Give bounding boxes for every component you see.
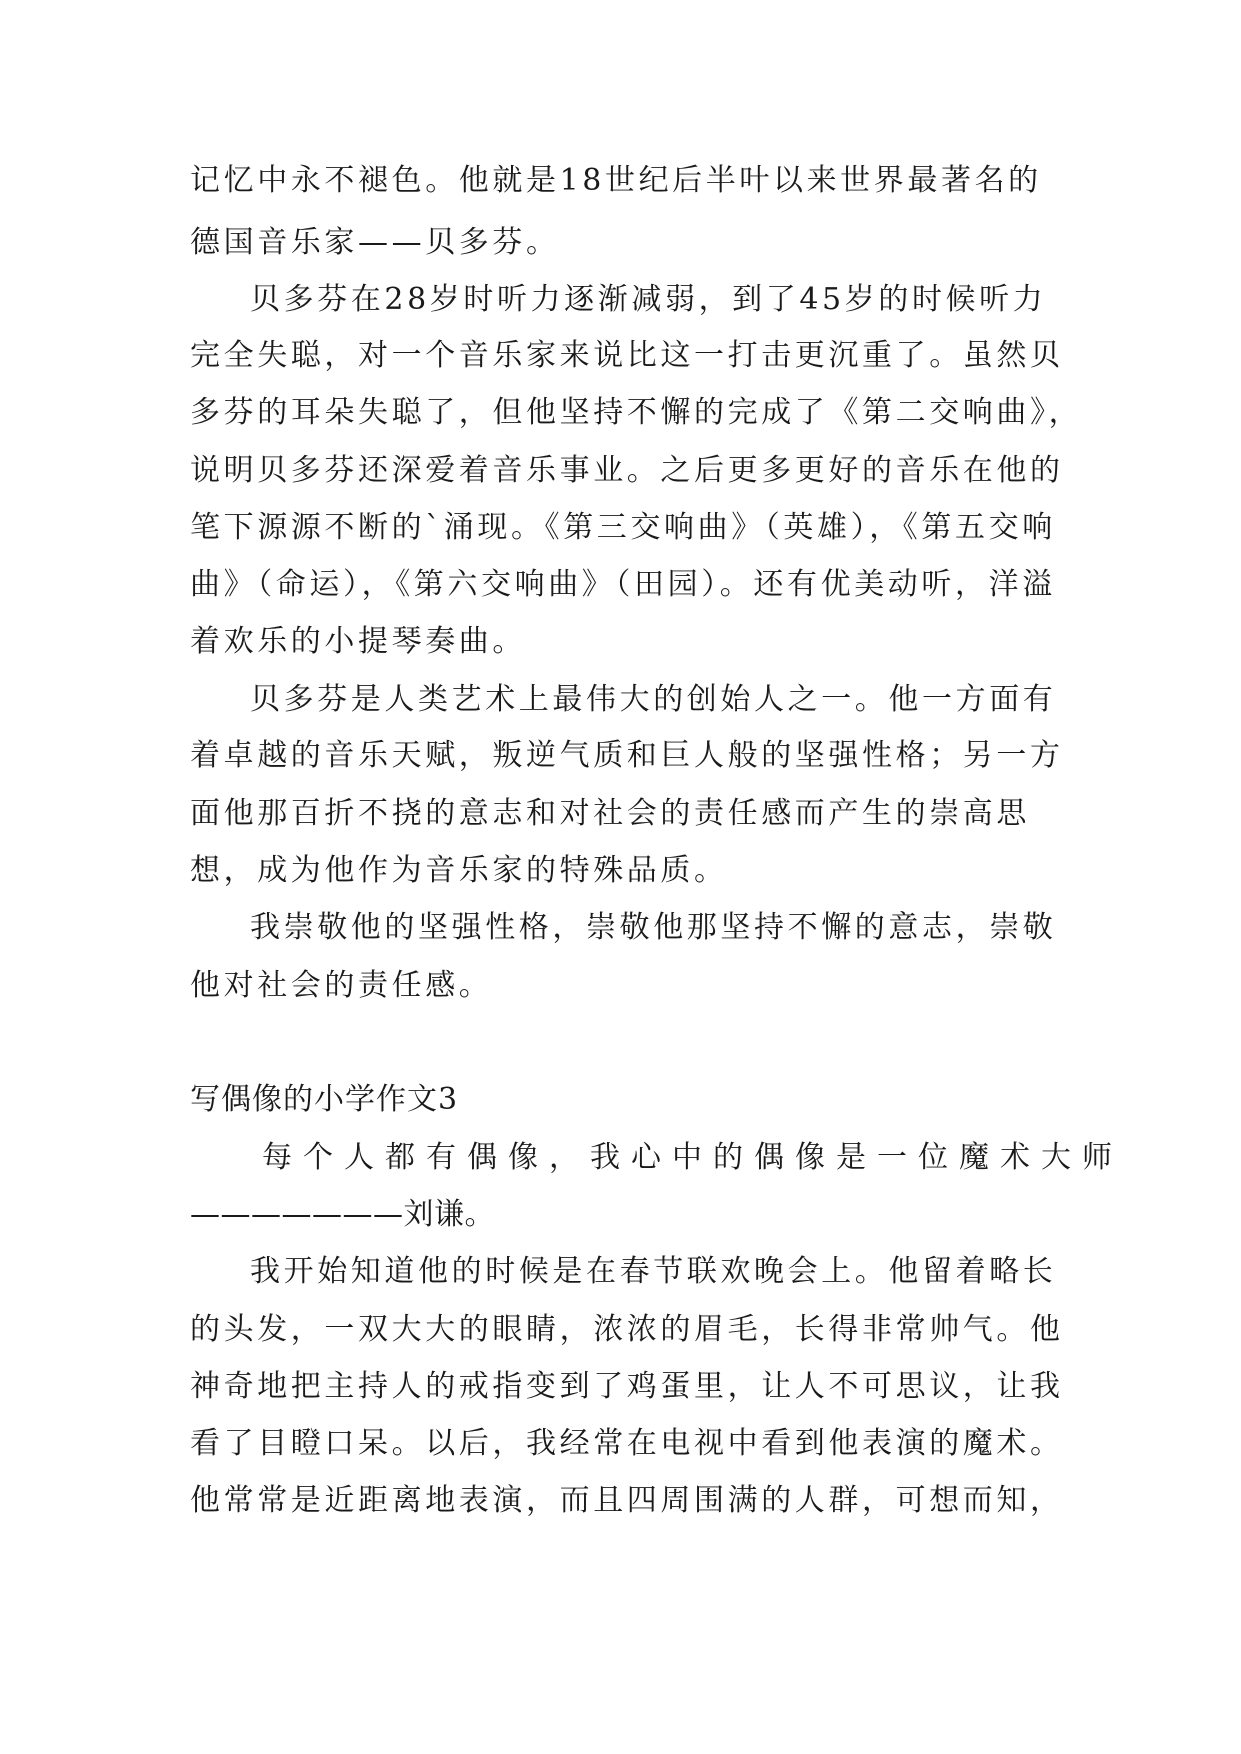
paragraph-first-line: 每个人都有偶像，我心中的偶像是一位魔术大师: [262, 1140, 1123, 1175]
paragraph-first-line: 贝多芬是人类艺术上最伟大的创始人之一。他一方面有: [250, 682, 1057, 717]
paragraph-first-line: 我开始知道他的时候是在春节联欢晚会上。他留着略长: [250, 1254, 1057, 1289]
text-line: 说明贝多芬还深爱着音乐事业。之后更多更好的音乐在他的: [190, 453, 1064, 488]
text-line: 神奇地把主持人的戒指变到了鸡蛋里，让人不可思议，让我: [190, 1369, 1064, 1404]
text-line: 记忆中永不褪色。他就是18世纪后半叶以来世界最著名的: [190, 163, 1042, 198]
paragraph-first-line: 贝多芬在28岁时听力逐渐减弱，到了45岁的时候听力: [250, 282, 1047, 317]
text-line: 着卓越的音乐天赋，叛逆气质和巨人般的坚强性格；另一方: [190, 738, 1064, 773]
text-line: 曲》（命运），《第六交响曲》（田园）。还有优美动听，洋溢: [190, 567, 1056, 602]
text-line: 想，成为他作为音乐家的特殊品质。: [190, 853, 728, 888]
text-line: 他常常是近距离地表演，而且四周围满的人群，可想而知，: [190, 1483, 1064, 1518]
text-line: 多芬的耳朵失聪了，但他坚持不懈的完成了《第二交响曲》，: [190, 395, 1083, 430]
text-line: 德国音乐家——贝多芬。: [190, 225, 560, 260]
text-line: 笔下源源不断的`涌现。《第三交响曲》（英雄），《第五交响: [190, 510, 1056, 545]
text-line: 看了目瞪口呆。以后，我经常在电视中看到他表演的魔术。: [190, 1426, 1064, 1461]
text-line: 他对社会的责任感。: [190, 968, 493, 1003]
paragraph-first-line: 我崇敬他的坚强性格，崇敬他那坚持不懈的意志，崇敬: [250, 910, 1057, 945]
text-line: 完全失聪，对一个音乐家来说比这一打击更沉重了。虽然贝: [190, 338, 1064, 373]
text-line: 面他那百折不挠的意志和对社会的责任感而产生的崇高思: [190, 796, 1030, 831]
text-line: 的头发，一双大大的眼睛，浓浓的眉毛，长得非常帅气。他: [190, 1312, 1064, 1347]
text-line: 着欢乐的小提琴奏曲。: [190, 624, 526, 659]
section-heading: 写偶像的小学作文3: [190, 1082, 459, 1117]
text-line: ———————刘谦。: [190, 1197, 495, 1232]
